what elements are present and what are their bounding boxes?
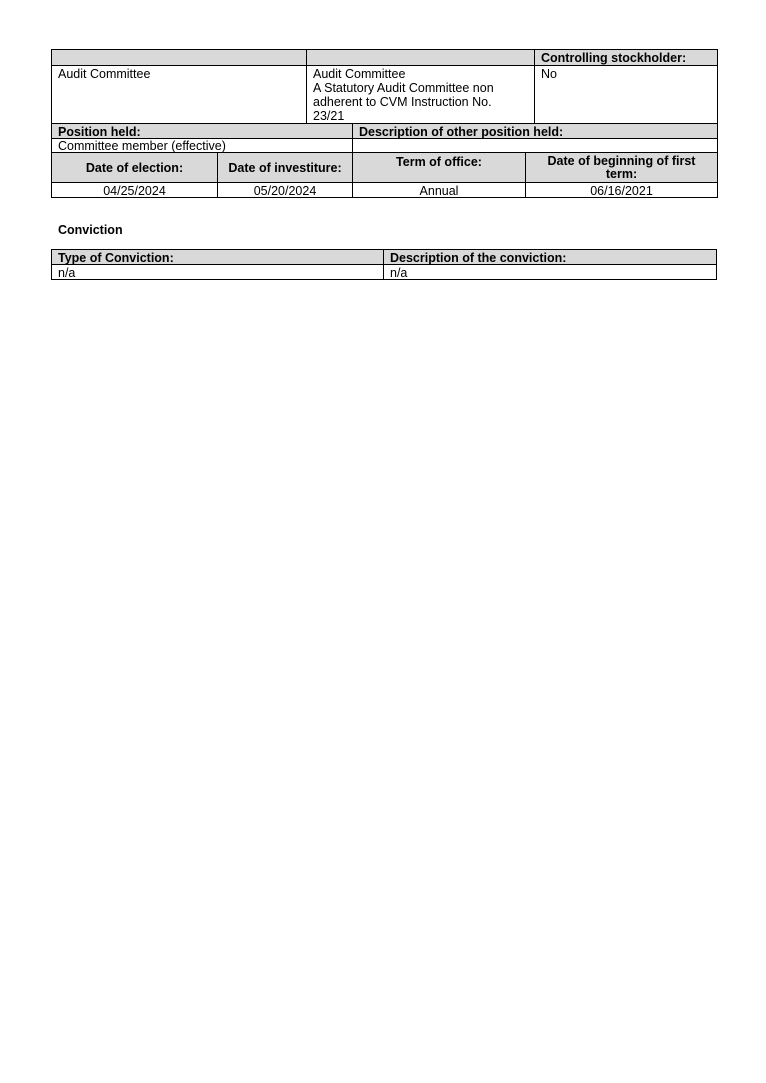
conviction-type-value: n/a <box>51 264 384 280</box>
other-position-value <box>352 138 718 153</box>
term-of-office-value: Annual <box>352 182 526 198</box>
conviction-description-label: Description of the conviction: <box>383 249 717 265</box>
controlling-stockholder-value: No <box>534 65 718 124</box>
date-of-investiture-value: 05/20/2024 <box>217 182 353 198</box>
date-of-investiture-label: Date of investiture: <box>217 152 353 183</box>
date-of-election-label: Date of election: <box>51 152 218 183</box>
committee-description-cell <box>306 65 535 124</box>
committee-table <box>51 49 718 198</box>
other-position-label: Description of other position held: <box>352 123 718 139</box>
committee-description-line1: Audit Committee <box>313 67 406 81</box>
first-term-label: Date of beginning of first term: <box>525 152 718 183</box>
conviction-description-value: n/a <box>383 264 717 280</box>
controlling-stockholder-label: Controlling stockholder: <box>534 49 718 66</box>
term-of-office-label: Term of office: <box>352 152 526 183</box>
conviction-section-title: Conviction <box>58 223 123 237</box>
header-blank-cell-1 <box>51 49 307 66</box>
committee-description-line2: A Statutory Audit Committee non adherent to CVM Instruction No. 23/21 <box>313 81 494 123</box>
position-held-value: Committee member (effective) <box>51 138 353 153</box>
committee-name-cell <box>51 65 307 124</box>
position-held-label: Position held: <box>51 123 353 139</box>
conviction-table <box>51 249 717 280</box>
first-term-value: 06/16/2021 <box>525 182 718 198</box>
conviction-type-label: Type of Conviction: <box>51 249 384 265</box>
header-blank-cell-2 <box>306 49 535 66</box>
committee-name-text: Audit Committee <box>58 67 151 81</box>
date-of-election-value: 04/25/2024 <box>51 182 218 198</box>
